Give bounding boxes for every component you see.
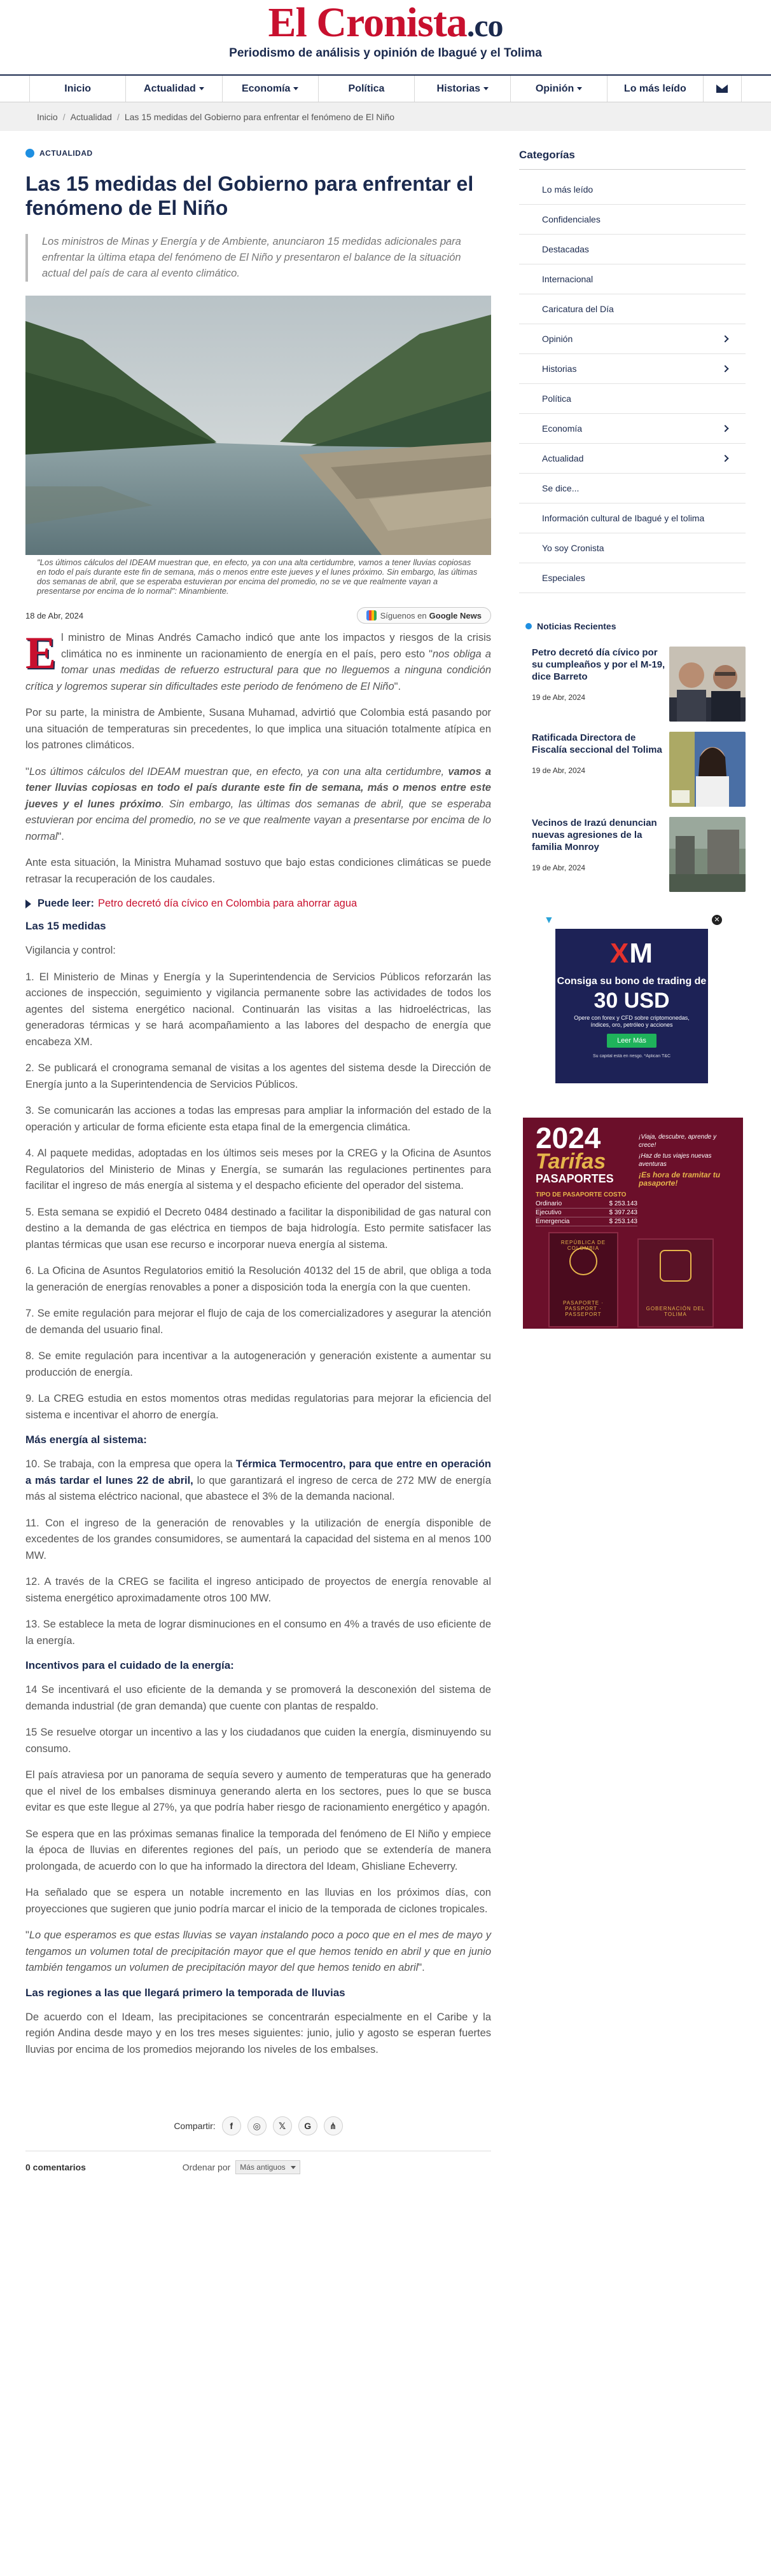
nav-item-historias[interactable]: Historias [415, 76, 511, 102]
measure-item: 2. Se publicará el cronograma semanal de visitas a los agentes del sistema desde la Dirección de Energía junto a la Superintendencia de Servicios Públicos. [25, 1062, 491, 1090]
category-item[interactable]: Historias [519, 354, 746, 384]
nav-item-lo-más-leído[interactable]: Lo más leído [608, 76, 704, 102]
recent-news-thumbnail[interactable] [669, 732, 746, 807]
price-row: Ordinario $ 253.143 [536, 1200, 637, 1207]
chevron-down-icon [291, 2166, 296, 2169]
measure-item: 1. El Ministerio de Minas y Energía y la Superintendencia de Servicios Públicos reforzarán las acciones de inspección, seguimiento y vigilancia permanente sobre las actividades de todos los agentes del sistema energético nacional. Continuarán las visitas a las hidroeléctricas, las generadoras térmicas y se hará acompañamiento a las labores del despacho de energía que encabeza XM. [25, 971, 491, 1048]
chevron-right-icon[interactable] [721, 425, 728, 432]
breadcrumb-section[interactable]: Actualidad [70, 111, 112, 122]
paragraph: El ministro de Minas Andrés Camacho indicó que ante los impactos y riesgos de la crisis climática no es inminente un racionamiento de energía en el país, pero esto "nos obliga a tomar unas medidas de refuerzo estructural para que no lleguemos a ninguna condición crítica y logremos superar sin dificultades este periodo de fenómeno de El Niño". [25, 627, 491, 692]
subheading: Las regiones a las que llegará primero la temporada de lluvias [25, 1986, 345, 1999]
x-icon[interactable]: 𝕏 [273, 2116, 292, 2135]
measure-item: 5. Esta semana se expidió el Decreto 0484 destinado a facilitar la disponibilidad de gas natural con destino a la demanda de gas eléctrica en tiempos de baja hidrología. Esto permite satisfacer las plantas térmicas que usan ese recurso e incorporar nueva energía al sistema. [25, 1206, 491, 1250]
coat-of-arms-icon [569, 1247, 597, 1275]
ad-year: 2024 [536, 1121, 601, 1154]
chevron-down-icon [577, 87, 582, 90]
category-item[interactable]: Lo más leído [519, 175, 746, 205]
breadcrumb-home[interactable]: Inicio [37, 111, 58, 122]
measure-item: 3. Se comunicarán las acciones a todas las empresas para ampliar la información del estado de la operación y articular de forma eficiente esta etapa final de la emergencia climática. [25, 1105, 491, 1133]
recent-news-item[interactable] [519, 647, 746, 722]
measure-item: 4. Al paquete medidas, adoptadas en los últimos seis meses por la CREG y la Oficina de Asuntos Regulatorios del Ministerio de Minas y Energía, se sumarán las regulaciones pertinentes para facilitar el ingreso de más energía al sistema y el despacho eficiente del operador del sistema. [25, 1148, 491, 1191]
share-icon[interactable]: ⋔ [324, 2116, 343, 2135]
paragraph: "Lo que esperamos es que estas lluvias se vayan instalando poco a poco que en el mes de mayo y tengamos un volumen total de precipitación mayor que el que hemos tenido en abril y que en junio también tengamos un volumen de precipitación mayor del que hemos tenido en abril". [25, 1929, 491, 1973]
facebook-icon[interactable]: f [222, 2116, 241, 2135]
recent-news-title[interactable]: Vecinos de Irazú denuncian nuevas agresiones de la familia Monroy [532, 818, 657, 853]
nav-item-política[interactable]: Política [319, 76, 415, 102]
category-item[interactable]: Economía [519, 414, 746, 444]
chevron-right-icon[interactable] [721, 365, 728, 372]
category-item[interactable]: Caricatura del Día [519, 294, 746, 324]
recent-news-thumbnail[interactable] [669, 817, 746, 892]
breadcrumb-separator: / [116, 111, 120, 122]
category-item[interactable]: Se dice... [519, 474, 746, 504]
ad-line: Consiga su bono de trading de [557, 976, 707, 987]
article-title: Las 15 medidas del Gobierno para enfrentar el fenómeno de El Niño [25, 172, 474, 219]
breadcrumb-separator: / [62, 111, 66, 122]
site-header [0, 0, 771, 74]
article [25, 149, 491, 2174]
ad-line: Opere con forex y CFD sobre criptomonedas, índices, oro, petróleo y acciones [574, 1015, 690, 1028]
category-item[interactable]: Internacional [519, 264, 746, 294]
section-tag[interactable]: ACTUALIDAD [25, 149, 491, 158]
ad-badge-icon: ▼ [544, 915, 554, 926]
reservoir-image [25, 296, 491, 555]
close-icon[interactable]: ✕ [712, 915, 722, 925]
ad-side-text: ¡Viaja, descubre, aprende y crece! ¡Haz de tus viajes nuevas aventuras ¡Es hora de tramitar tu pasaporte! [639, 1134, 721, 1188]
ad-price-table: TIPO DE PASAPORTE COSTO Ordinario $ 253.143 Ejecutivo $ 397.243 Emergencia $ 253.143 [536, 1191, 637, 1225]
measure-item: 13. Se establece la meta de lograr disminuciones en el consumo en 4% a través de uso eficiente de la energía. [25, 1619, 491, 1647]
category-item[interactable]: Política [519, 384, 746, 414]
nav-item-actualidad[interactable]: Actualidad [126, 76, 222, 102]
category-item[interactable]: Especiales [519, 563, 746, 593]
paragraph: Ante esta situación, la Ministra Muhamad sostuvo que bajo estas condiciones climáticas se puede retrasar la recuperación de los caudales. [25, 857, 491, 885]
recent-news-date: 19 de Abr, 2024 [532, 766, 586, 775]
recent-news-title[interactable]: Ratificada Directora de Fiscalía seccional del Tolima [532, 732, 662, 755]
passport-image: REPÚBLICA DE COLOMBIA PASAPORTE · PASSPORT · PASSEPORT [548, 1232, 618, 1327]
chevron-down-icon [293, 87, 298, 90]
recent-news-date: 19 de Abr, 2024 [532, 693, 586, 702]
chevron-down-icon [199, 87, 204, 90]
ad-tarifas: Tarifas [536, 1149, 606, 1174]
google-news-icon [366, 610, 377, 620]
recent-news-item[interactable] [519, 817, 746, 892]
paragraph: Por su parte, la ministra de Ambiente, Susana Muhamad, advirtió que Colombia está pasando por una situación de temperaturas sin precedentes, lo que implica una situación totalmente atípica en los patrones climáticos. [25, 707, 491, 751]
nav-item-economía[interactable]: Economía [223, 76, 319, 102]
read-also-link[interactable]: Petro decretó día cívico en Colombia para ahorrar agua [97, 898, 358, 909]
ad-pasaportes: PASAPORTES [536, 1172, 614, 1185]
paragraph: Ha señalado que se espera un notable incremento en las lluvias en los próximos días, con proyecciones que sugieren que junio podría marcar el inicio de la temporada de ciclones tropicales. [25, 1887, 491, 1915]
passport-advertisement[interactable] [523, 1118, 743, 1329]
measure-item: 6. La Oficina de Asuntos Regulatorios emitió la Resolución 40132 del 15 de abril, que obliga a toda la generación de energías renovables a poner a disposición toda la energía con la que cuenten. [25, 1265, 491, 1293]
read-also: Puede leer: Petro decretó día cívico en Colombia para ahorrar agua [25, 898, 491, 910]
google-icon[interactable]: G [298, 2116, 317, 2135]
envelope-icon [716, 85, 728, 93]
measure-item: 7. Se emite regulación para mejorar el flujo de caja de los comercializadores y asegurar la atención de demanda del usuario final. [25, 1308, 491, 1336]
chevron-right-icon[interactable] [721, 335, 728, 342]
main-nav [0, 74, 771, 102]
price-row: Ejecutivo $ 397.243 [536, 1209, 637, 1216]
xm-advertisement[interactable] [544, 915, 720, 1083]
category-item[interactable]: Yo soy Cronista [519, 533, 746, 563]
photo-caption: "Los últimos cálculos del IDEAM muestran que, en efecto, ya con una alta certidumbre, vamos a tener lluvias copiosas en todo el país durante este fin de semana, más o menos entre este jueves y el lunes próximo. Sin embargo, las últimas dos semanas de abril, que se esperaba estuvieran por encima del promedio, no se ve que realmente vayan a presentarse por encima de lo normal": Minambiente. [37, 558, 478, 596]
recent-news-heading: Noticias Recientes [525, 621, 746, 631]
breadcrumb-current: Las 15 medidas del Gobierno para enfrentar el fenómeno de El Niño [124, 111, 395, 122]
ad-fine-print: Su capital está en riesgo. *Aplican T&C [592, 1054, 671, 1058]
category-item[interactable]: Información cultural de Ibagué y el tolima [519, 504, 746, 533]
article-body [25, 627, 492, 2058]
comments-bar [25, 2151, 491, 2174]
dot-icon [25, 149, 34, 158]
dropcap: E [25, 627, 57, 678]
dot-icon [525, 623, 532, 629]
sort-select[interactable]: Más antiguos [235, 2160, 300, 2174]
share-bar [25, 2116, 491, 2135]
recent-news-date: 19 de Abr, 2024 [532, 863, 586, 872]
recent-news-item[interactable] [519, 732, 746, 807]
whatsapp-icon[interactable]: ◎ [247, 2116, 267, 2135]
subheading: Más energía al sistema: [25, 1434, 147, 1446]
measure-item: 15 Se resuelve otorgar un incentivo a las y los ciudadanos que cuiden la energía, disminuyendo su consumo. [25, 1727, 491, 1755]
measure-item: 10. Se trabaja, con la empresa que opera la Térmica Termocentro, para que entre en operación a más tardar el lunes 22 de abril, lo que garantizará el ingreso de cerca de 272 MW de energía más al sistema eléctrico nacional, que abastece el 3% de la demanda nacional. [25, 1458, 492, 1502]
price-row: Emergencia $ 253.143 [536, 1218, 637, 1225]
category-item[interactable]: Confidenciales [519, 205, 746, 235]
measure-item: 11. Con el ingreso de la generación de renovables y la utilización de energía disponible de excedentes de los grandes consumidores, se aumentará la capacidad del sistema en al menos 100 MW. [25, 1517, 491, 1561]
subheading: Las 15 medidas [25, 920, 106, 932]
categories-list [519, 175, 746, 593]
chevron-right-icon[interactable] [721, 455, 728, 462]
paragraph: El país atraviesa por un panorama de sequía severo y aumento de temperaturas que ha generado que el nivel de los embalses disminuya generando alerta en los sectores, pues lo que se busca evitar es que este llegue al 27%, ya que podría haber riesgo de racionamiento energético y apagón. [25, 1769, 491, 1813]
recent-news-title[interactable]: Petro decretó día cívico por su cumpleaños y por el M-19, dice Barreto [532, 647, 665, 682]
xm-logo: XM [609, 938, 653, 969]
measure-item: 14 Se incentivará el uso eficiente de la demanda y se promoverá la desconexión del sistema de demanda industrial (de gran demanda) que cuente con plantas de respaldo. [25, 1684, 491, 1712]
comments-count: 0 comentarios [25, 2162, 86, 2172]
nav-item-opinión[interactable]: Opinión [511, 76, 607, 102]
article-lead: Los ministros de Minas y Energía y de Ambiente, anunciaron 15 medidas adicionales para enfrentar la última etapa del fenómeno de El Niño y presentaron el balance de la situación actual del país de cara al evento climático. [25, 234, 491, 282]
ad-read-more-button[interactable]: Leer Más [607, 1034, 656, 1048]
share-label: Compartir: [174, 2121, 216, 2131]
site-logo[interactable]: El Cronista.co [268, 0, 503, 46]
passport-image: GOBERNACIÓN DEL TOLIMA [637, 1238, 714, 1327]
google-news-button[interactable]: Síguenos en Google News [357, 607, 491, 624]
ad-amount: 30 USD [594, 989, 670, 1013]
chevron-down-icon [483, 87, 489, 90]
paragraph: "Los últimos cálculos del IDEAM muestran que, en efecto, ya con una alta certidumbre, vamos a tener lluvias copiosas en todo el país durante este fin de semana, más o menos entre este jueves y el lunes próximo. Sin embargo, las últimas dos semanas de abril, que se esperaba estuvieran por encima del promedio, no se ve que realmente vayan a presentarse por encima de lo normal". [25, 765, 492, 842]
breadcrumb [0, 102, 771, 131]
categories-title: Categorías [519, 149, 746, 170]
paragraph: Se espera que en las próximas semanas finalice la temporada del fenómeno de El Niño y empiece la época de lluvias en diferentes regiones del país, un periodo que se extendería de manera prolongada, de acuerdo con lo que ha informado la directora del Ideam, Ghisliane Echeverry. [25, 1828, 491, 1872]
paragraph: Vigilancia y control: [25, 945, 116, 956]
sidebar [519, 149, 746, 2174]
article-photo [25, 296, 491, 555]
paragraph: De acuerdo con el Ideam, las precipitaciones se concentrarán especialmente en el Caribe y la región Andina desde mayo y en los tres meses siguientes: junio, julio y agosto se esperan fuertes lluvias por encima de los promedios mejorando los niveles de los embalses. [25, 2011, 491, 2055]
article-date: 18 de Abr, 2024 [25, 610, 84, 620]
measure-item: 12. A través de la CREG se facilita el ingreso anticipado de proyectos de energía renovable al sistema energético aproximadamente otros 100 MW. [25, 1576, 491, 1604]
site-tagline: Periodismo de análisis y opinión de Ibagué y el Tolima [229, 46, 542, 60]
measure-item: 9. La CREG estudia en estos momentos otras medidas regulatorias para mejorar la eficiencia del sistema e incentivar el ahorro de energía. [25, 1393, 491, 1421]
category-item[interactable]: Opinión [519, 324, 746, 354]
subheading: Incentivos para el cuidado de la energía: [25, 1659, 234, 1671]
recent-news-thumbnail[interactable] [669, 647, 746, 722]
coat-of-arms-icon [660, 1250, 691, 1282]
arrow-right-icon [25, 900, 31, 908]
nav-mail-button[interactable] [704, 76, 742, 102]
sort-label: Ordenar por [182, 2162, 231, 2172]
measure-item: 8. Se emite regulación para incentivar a la autogeneración y generación existente a aumentar su producción de energía. [25, 1350, 491, 1378]
category-item[interactable]: Destacadas [519, 235, 746, 264]
nav-item-inicio[interactable]: Inicio [29, 76, 126, 102]
category-item[interactable]: Actualidad [519, 444, 746, 474]
